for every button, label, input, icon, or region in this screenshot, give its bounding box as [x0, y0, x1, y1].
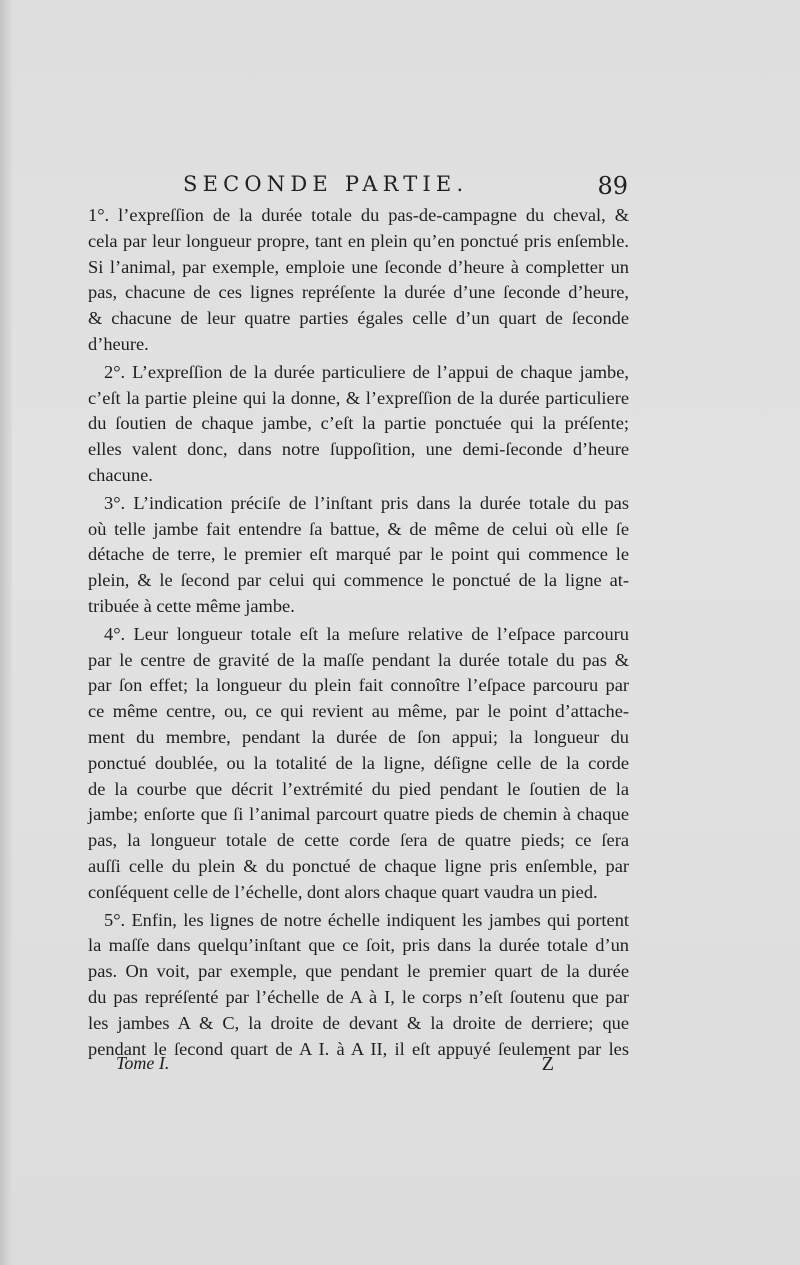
text-line: conſéquent celle de l’échelle, dont alors chaque quart vaudra un pied.	[88, 881, 598, 902]
body-text	[88, 203, 629, 1062]
text-line: ponctué doublée, ou la totalité de la ligne, déſigne celle de la corde	[88, 752, 629, 773]
text-line: du ſoutien de chaque jambe, c’eſt la partie ponctuée qui la préſente;	[88, 413, 629, 434]
paragraph-1	[88, 203, 629, 358]
text-line: 5°. Enfin, les lignes de notre échelle indiquent les jambes qui portent	[104, 909, 629, 930]
running-title: SECONDE PARTIE.	[183, 172, 469, 196]
text-line: auſſi celle du plein & du ponctué de chaque ligne pris enſemble, par	[88, 855, 629, 876]
text-line: détache de terre, le premier eſt marqué par le point qui commence le	[88, 544, 629, 565]
volume-label: Tome I.	[116, 1053, 170, 1073]
text-line: pas, la longueur totale de cette corde ſera de quatre pieds; ce ſera	[88, 830, 629, 851]
text-line: 3°. L’indication préciſe de l’inſtant pris dans la durée totale du pas	[104, 492, 629, 513]
text-line: 4°. Leur longueur totale eſt la meſure relative de l’eſpace parcouru	[104, 623, 629, 644]
text-line: du pas repréſenté par l’échelle de A à I, le corps n’eſt ſoutenu que par	[88, 986, 629, 1007]
text-line: ce même centre, ou, ce qui revient au même, par le point d’attache-	[88, 701, 629, 722]
paragraph-2	[88, 360, 629, 489]
text-line: Si l’animal, par exemple, emploie une ſeconde d’heure à completter un	[88, 256, 629, 277]
text-line: pas, chacune de ces lignes repréſente la durée d’une ſeconde d’heure,	[88, 282, 629, 303]
page-number: 89	[597, 172, 628, 200]
paragraph-5	[88, 908, 629, 1063]
text-line: ment du membre, pendant la durée de ſon appui; la longueur du	[88, 726, 629, 747]
page-edge-shadow	[0, 0, 12, 1265]
text-line: chacune.	[88, 464, 153, 485]
text-line: jambe; enſorte que ſi l’animal parcourt quatre pieds de chemin à chaque	[88, 804, 629, 825]
text-line: d’heure.	[88, 333, 149, 354]
text-line: & chacune de leur quatre parties égales celle d’un quart de ſeconde	[88, 308, 629, 329]
text-line: plein, & le ſecond par celui qui commence le ponctué de la ligne at-	[88, 570, 629, 591]
text-line: elles valent donc, dans notre ſuppoſition, une demi-ſeconde d’heure	[88, 439, 629, 460]
paragraph-3	[88, 491, 629, 620]
signature-mark: Z	[541, 1053, 554, 1075]
text-line: pas. On voit, par exemple, que pendant le premier quart de la durée	[88, 961, 629, 982]
text-line: où telle jambe fait entendre ſa battue, & de même de celui où elle ſe	[88, 518, 629, 539]
text-line: la maſſe dans quelqu’inſtant que ce ſoit, pris dans la durée totale d’un	[88, 935, 629, 956]
text-line: par le centre de gravité de la maſſe pendant la durée totale du pas &	[88, 649, 629, 670]
paragraph-4	[88, 622, 629, 906]
text-line: tribuée à cette même jambe.	[88, 595, 295, 616]
running-head	[88, 170, 628, 204]
text-line: c’eſt la partie pleine qui la donne, & l’expreſſion de la durée particuliere	[88, 387, 629, 408]
text-line: par ſon effet; la longueur du plein fait connoître l’eſpace parcouru par	[88, 675, 629, 696]
text-line: pendant le ſecond quart de A I. à A II, il eſt appuyé ſeulement par les	[88, 1038, 629, 1059]
text-line: cela par leur longueur propre, tant en plein qu’en ponctué pris enſemble.	[88, 230, 629, 251]
page-footer	[88, 1049, 629, 1079]
text-line: 2°. L’expreſſion de la durée particuliere de l’appui de chaque jambe,	[104, 361, 629, 382]
text-line: 1°. l’expreſſion de la durée totale du pas-de-campagne du cheval, &	[88, 205, 629, 225]
text-line: de la courbe que décrit l’extrémité du pied pendant le ſoutien de la	[88, 778, 629, 799]
text-line: les jambes A & C, la droite de devant & la droite de derriere; que	[88, 1012, 629, 1033]
